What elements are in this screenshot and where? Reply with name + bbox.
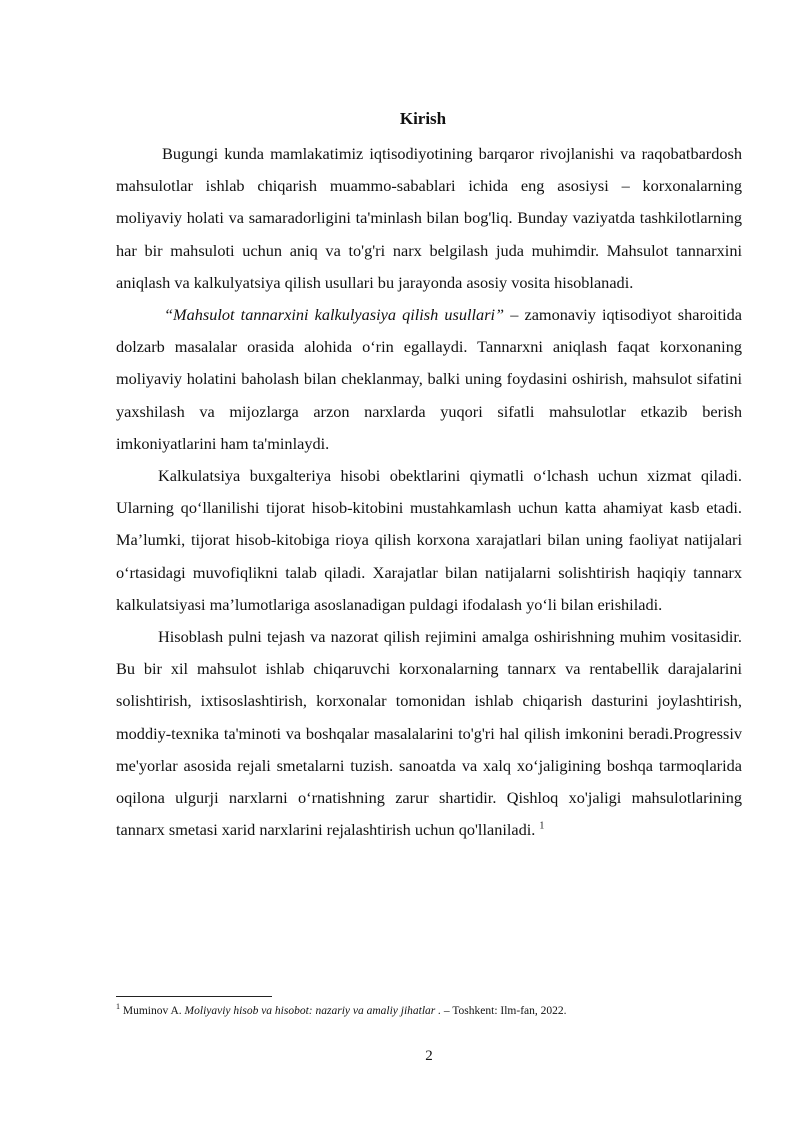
paragraph-4: [116, 621, 742, 846]
paragraph-1: Bugungi kunda mamlakatimiz iqtisodiyotining barqaror rivojlanishi va raqobatbardosh mahsulotlar ishlab chiqarish muammo-sabablari ichida eng asosiysi – korxonalarning moliyaviy holati va samaradorligini ta'minlash bilan bog'liq. Bunday vaziyatda tashkilotlarning har bir mahsuloti uchun aniq va to'g'ri narx belgilash juda muhimdir. Mahsulot tannarxini aniqlash va kalkulyatsiya qilish usullari bu jarayonda asosiy vosita hisoblanadi.: [116, 144, 742, 292]
footnote-reference[interactable]: 1: [539, 820, 545, 832]
body-text: [116, 138, 742, 846]
paragraph-3: Kalkulatsiya buxgalteriya hisobi obektlarini qiymatli o‘lchash uchun xizmat qiladi. Ularning qo‘llanilishi tijorat hisob-kitobini mustahkamlash uchun katta ahamiyat kasb etadi. Ma’lumki, tijorat hisob-kitobiga rioya qilish korxona xarajatlari bilan uning faoliyat natijalari o‘rtasidagi muvofiqlikni talab qiladi. Xarajatlar bilan natijalarni solishtirish haqiqiy tannarx kalkulatsiyasi ma’lumotlariga asoslanadigan puldagi ifodalash yo‘li bilan erishiladi.: [116, 466, 742, 614]
page-title: Kirish: [399, 109, 447, 128]
paragraph-2-italic-title: “Mahsulot tannarxini kalkulyasiya qilish usullari”: [164, 305, 505, 325]
paragraph-2: [116, 299, 742, 460]
footnote-author: Muminov A.: [120, 1005, 185, 1017]
page-number: 2: [425, 1048, 433, 1064]
footnote: [116, 1003, 756, 1019]
paragraph-4-text: Hisoblash pulni tejash va nazorat qilish rejimini amalga oshirishning muhim vositasidir. Bu bir xil mahsulot ishlab chiqaruvchi korxonalarning tannarx va rentabellik darajalarini solishtirish, ixtisoslashtirish, korxonalar tomonidan ishlab chiqarish dasturini joylashtirish, moddiy-texnika ta'minoti va boshqalar masalalarini to'g'ri hal qilish imkonini beradi.Progressiv me'yorlar asosida rejali smetalarni tuzish. sanoatda va xalq xo‘jaligining boshqa tarmoqlarida oqilona ulgurji narxlarni o‘rnatishning zarur shartidir. Qishloq xo'jaligi mahsulotlarining tannarx smetasi xarid narxlarini rejalashtirish uchun qo'llaniladi.: [116, 627, 742, 840]
footnote-work-title: Moliyaviy hisob va hisobot: nazariy va amaliy jihatlar .: [184, 1005, 442, 1017]
footnote-publisher: – Toshkent: Ilm-fan, 2022.: [441, 1005, 567, 1017]
footnote-mark: 1: [116, 1002, 120, 1012]
footnote-separator: [116, 996, 272, 997]
paragraph-2-text: – zamonaviy iqtisodiyot sharoitida dolzarb masalalar orasida alohida o‘rin egallaydi. Tannarxni aniqlash faqat korxonaning moliyaviy holatini baholash bilan cheklanmay, balki uning foydasini oshirish, mahsulot sifatini yaxshilash va mijozlarga arzon narxlarda yuqori sifatli mahsulotlar etkazib berish imkoniyatlarini ham ta'minlaydi.: [116, 305, 742, 453]
